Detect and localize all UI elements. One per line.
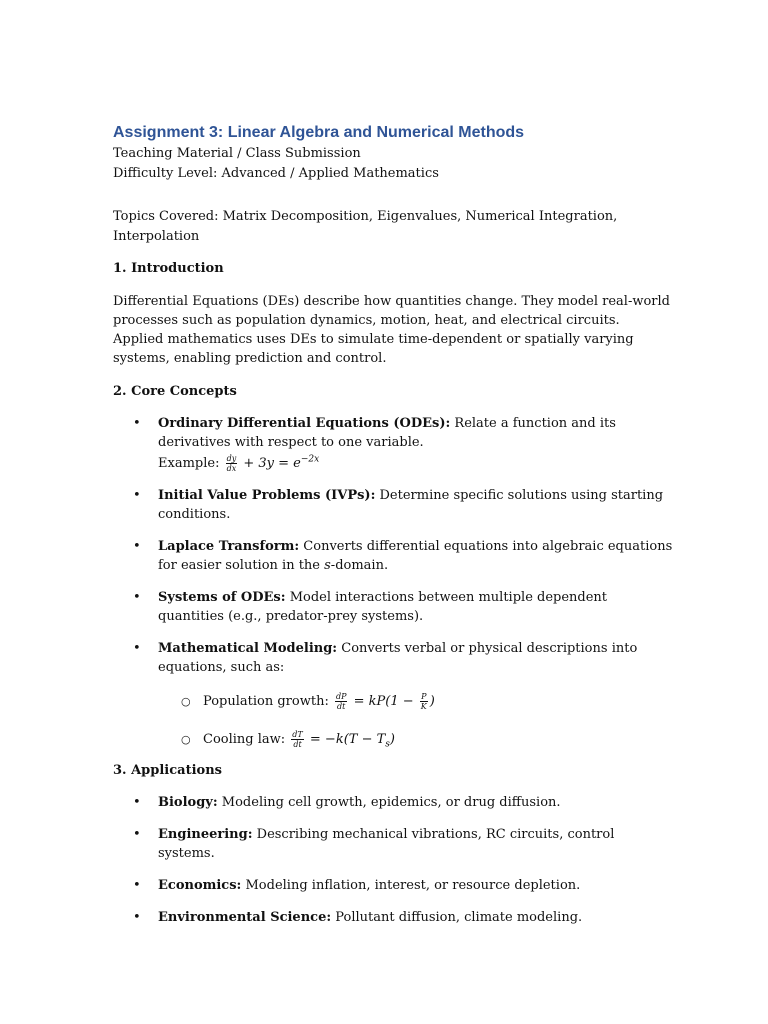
circle-bullet-icon: ○	[181, 733, 191, 746]
term-label: Economics:	[158, 878, 242, 893]
term-description: Describing mechanical vibrations, RC circuits, control systems.	[158, 827, 615, 861]
term-description: Modeling inflation, interest, or resource depletion.	[241, 878, 581, 893]
term-label: Ordinary Differential Equations (ODEs):	[158, 416, 451, 431]
term-label: Environmental Science:	[158, 910, 332, 925]
bullet-icon: •	[133, 416, 141, 431]
circle-bullet-icon: ○	[181, 695, 191, 708]
introduction-paragraph: Differential Equations (DEs) describe how quantities change. They model real-world processes such as population dynamics, motion, heat, and electrical circuits. Applied mathematics uses DEs to simulate time-dependent or spatially varying systems, enabling prediction and control.	[113, 294, 671, 366]
list-item-laplace	[113, 537, 673, 575]
bullet-icon: •	[133, 641, 141, 656]
fraction-numerator: dy	[226, 454, 237, 463]
list-item-ivps	[113, 486, 673, 524]
example-label: Example:	[158, 456, 224, 471]
odes-example	[158, 454, 673, 473]
sub-item-population-growth	[113, 689, 673, 715]
bullet-icon: •	[133, 488, 141, 503]
list-item-odes	[113, 414, 673, 473]
equation-end: )	[429, 694, 435, 709]
bullet-icon: •	[133, 590, 141, 605]
list-item-modeling	[113, 639, 673, 753]
sub-item-label: Population growth:	[203, 694, 333, 709]
equation-end: )	[389, 732, 395, 747]
term-description: Determine specific solutions using starting conditions.	[158, 488, 664, 522]
fraction-numerator: dT	[292, 730, 303, 739]
term-description: Model interactions between multiple dependent quantities (e.g., predator-prey systems).	[158, 590, 608, 624]
bullet-icon: •	[133, 539, 141, 554]
modeling-examples-list	[113, 689, 673, 753]
term-label: Biology:	[158, 795, 218, 810]
fraction-denominator: dx	[226, 464, 237, 473]
term-label: Systems of ODEs:	[158, 590, 286, 605]
meta-line-submission: Teaching Material / Class Submission	[113, 146, 361, 161]
fraction-numerator: dP	[335, 692, 347, 701]
equation-middle: = kP(1 −	[349, 694, 418, 709]
list-item-environmental	[113, 908, 673, 927]
example-equation: + 3y = e	[239, 456, 301, 471]
term-description-end: -domain.	[330, 558, 389, 573]
document-content	[113, 122, 673, 940]
fraction-denominator: dt	[293, 740, 302, 749]
bullet-icon: •	[133, 878, 141, 893]
topics-covered: Topics Covered: Matrix Decomposition, Eigenvalues, Numerical Integration, Interpolation	[113, 209, 618, 244]
meta-line-difficulty: Difficulty Level: Advanced / Applied Mathematics	[113, 166, 439, 181]
sub-item-cooling-law	[113, 727, 673, 753]
term-label: Mathematical Modeling:	[158, 641, 338, 656]
equation-middle: = −k(T − T	[305, 732, 386, 747]
example-exponent: −2x	[300, 454, 320, 465]
sub-item-label: Cooling law:	[203, 732, 290, 747]
term-description: Converts differential equations into algebraic equations for easier solution in the	[158, 539, 673, 573]
equation-subscript: s	[385, 739, 390, 750]
example-fraction	[226, 454, 238, 473]
inner-fraction	[420, 692, 428, 711]
term-label: Initial Value Problems (IVPs):	[158, 488, 376, 503]
s-variable: s	[324, 558, 331, 573]
list-item-engineering	[113, 825, 673, 863]
term-label: Engineering:	[158, 827, 253, 842]
bullet-icon: •	[133, 827, 141, 842]
section-heading-core-concepts: 2. Core Concepts	[113, 384, 237, 399]
list-item-systems	[113, 588, 673, 626]
document-title: Assignment 3: Linear Algebra and Numerical Methods	[113, 124, 525, 141]
fraction-denominator: K	[420, 702, 427, 711]
fraction-numerator: P	[421, 692, 427, 701]
list-item-economics	[113, 876, 673, 895]
bullet-icon: •	[133, 910, 141, 925]
term-description: Pollutant diffusion, climate modeling.	[331, 910, 583, 925]
term-description: Modeling cell growth, epidemics, or drug diffusion.	[217, 795, 561, 810]
equation-fraction	[291, 730, 303, 749]
term-description: Relate a function and its derivatives with respect to one variable.	[158, 416, 616, 450]
applications-list	[113, 793, 673, 927]
section-heading-introduction: 1. Introduction	[113, 261, 224, 276]
list-item-biology	[113, 793, 673, 812]
bullet-icon: •	[133, 795, 141, 810]
equation-fraction	[335, 692, 348, 711]
fraction-denominator: dt	[337, 702, 346, 711]
term-label: Laplace Transform:	[158, 539, 300, 554]
term-description: Converts verbal or physical descriptions into equations, such as:	[158, 641, 638, 675]
core-concepts-list	[113, 414, 673, 753]
section-heading-applications: 3. Applications	[113, 763, 222, 778]
